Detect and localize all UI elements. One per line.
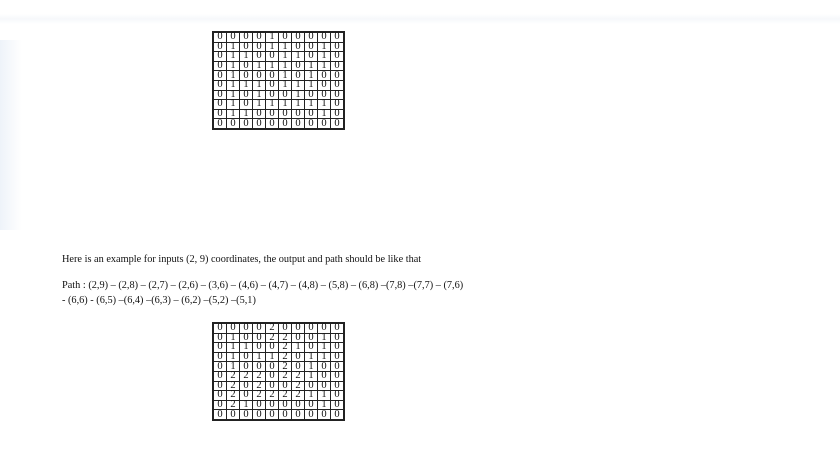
grid-cell: 1: [227, 109, 240, 119]
grid-cell: 0: [318, 371, 331, 381]
grid-cell: 0: [305, 42, 318, 52]
grid-cell: 0: [318, 90, 331, 100]
grid-cell: 0: [253, 410, 266, 420]
grid-cell: 0: [240, 100, 253, 110]
grid-cell: 1: [318, 61, 331, 71]
grid-cell: 0: [305, 119, 318, 129]
grid-cell: 1: [253, 61, 266, 71]
grid-cell: 0: [227, 119, 240, 129]
grid-cell: 0: [279, 400, 292, 410]
grid-cell: 2: [227, 381, 240, 391]
grid-cell: 0: [331, 381, 345, 391]
grid-cell: 0: [292, 109, 305, 119]
grid-cell: 0: [213, 410, 227, 420]
grid-cell: 0: [213, 32, 227, 42]
grid-cell: 0: [266, 80, 279, 90]
grid-cell: 0: [279, 32, 292, 42]
grid-cell: 1: [240, 343, 253, 353]
grid-cell: 2: [292, 381, 305, 391]
grid-cell: 0: [331, 323, 345, 333]
grid-cell: 0: [318, 410, 331, 420]
grid-cell: 1: [318, 400, 331, 410]
grid-cell: 0: [240, 61, 253, 71]
grid-row: [213, 119, 344, 129]
grid-cell: 1: [305, 100, 318, 110]
grid-cell: 1: [279, 100, 292, 110]
grid-cell: 1: [292, 80, 305, 90]
grid-cell: 1: [227, 42, 240, 52]
grid-cell: 0: [305, 333, 318, 343]
grid-cell: 2: [253, 371, 266, 381]
grid-cell: 0: [318, 362, 331, 372]
grid-cell: 1: [305, 61, 318, 71]
grid-cell: 0: [318, 381, 331, 391]
grid-cell: 2: [266, 391, 279, 401]
grid-cell: 1: [305, 80, 318, 90]
grid-cell: 1: [305, 362, 318, 372]
grid-cell: 1: [240, 52, 253, 62]
grid-cell: 1: [266, 61, 279, 71]
grid-cell: 2: [227, 400, 240, 410]
grid-cell: 1: [240, 109, 253, 119]
grid-cell: 0: [292, 352, 305, 362]
grid-cell: 1: [292, 90, 305, 100]
grid-cell: 0: [331, 119, 345, 129]
grid-cell: 2: [279, 333, 292, 343]
grid-cell: 0: [292, 400, 305, 410]
grid-cell: 0: [305, 410, 318, 420]
grid-cell: 0: [331, 352, 345, 362]
grid-cell: 0: [305, 381, 318, 391]
grid-cell: 1: [266, 32, 279, 42]
grid-cell: 0: [292, 410, 305, 420]
grid-cell: 0: [213, 119, 227, 129]
grid-cell: 0: [331, 410, 345, 420]
grid-cell: 0: [266, 343, 279, 353]
grid-cell: 0: [240, 391, 253, 401]
grid-cell: 0: [266, 71, 279, 81]
grid-cell: 0: [305, 32, 318, 42]
grid-cell: 2: [253, 381, 266, 391]
grid-cell: 0: [227, 323, 240, 333]
grid-cell: 1: [279, 42, 292, 52]
grid-cell: 0: [213, 90, 227, 100]
grid-cell: 0: [266, 371, 279, 381]
grid-cell: 0: [279, 119, 292, 129]
grid-cell: 0: [240, 323, 253, 333]
grid-cell: 0: [253, 323, 266, 333]
grid-cell: 1: [253, 100, 266, 110]
grid-cell: 0: [292, 71, 305, 81]
grid-cell: 0: [253, 71, 266, 81]
grid-cell: 1: [227, 52, 240, 62]
grid-cell: 0: [213, 371, 227, 381]
grid-cell: 0: [213, 61, 227, 71]
grid-cell: 0: [266, 109, 279, 119]
grid-cell: 1: [318, 391, 331, 401]
grid-cell: 1: [227, 80, 240, 90]
grid-cell: 0: [305, 400, 318, 410]
grid-cell: 0: [253, 52, 266, 62]
grid-cell: 2: [279, 352, 292, 362]
grid-cell: 2: [227, 371, 240, 381]
grid-cell: 0: [253, 400, 266, 410]
grid-cell: 0: [240, 90, 253, 100]
grid-cell: 2: [279, 343, 292, 353]
grid-cell: 0: [253, 362, 266, 372]
grid-cell: 0: [331, 400, 345, 410]
initial-maze-grid: [212, 31, 345, 130]
grid-cell: 0: [266, 90, 279, 100]
grid-cell: 0: [331, 371, 345, 381]
grid-cell: 0: [213, 333, 227, 343]
grid-cell: 0: [266, 381, 279, 391]
grid-cell: 0: [331, 71, 345, 81]
grid-cell: 0: [292, 61, 305, 71]
grid-cell: 2: [279, 362, 292, 372]
grid-cell: 1: [305, 352, 318, 362]
grid-cell: 0: [292, 42, 305, 52]
grid-row: [213, 410, 344, 420]
grid-cell: 0: [331, 391, 345, 401]
grid-cell: 1: [318, 109, 331, 119]
grid-cell: 0: [331, 80, 345, 90]
grid-cell: 0: [279, 109, 292, 119]
grid-cell: 0: [279, 323, 292, 333]
grid-cell: 1: [318, 352, 331, 362]
grid-cell: 2: [279, 371, 292, 381]
grid-cell: 0: [305, 323, 318, 333]
grid-cell: 0: [240, 42, 253, 52]
grid-cell: 0: [213, 362, 227, 372]
grid-cell: 1: [227, 343, 240, 353]
grid-cell: 0: [305, 90, 318, 100]
grid-cell: 1: [318, 343, 331, 353]
grid-cell: 0: [292, 119, 305, 129]
grid-cell: 1: [279, 80, 292, 90]
grid-cell: 0: [305, 109, 318, 119]
grid-cell: 1: [266, 100, 279, 110]
grid-cell: 1: [279, 52, 292, 62]
grid-cell: 0: [253, 42, 266, 52]
grid-cell: 1: [227, 100, 240, 110]
grid-cell: 0: [240, 352, 253, 362]
example-description: Here is an example for inputs (2, 9) coordinates, the output and path should be like that: [62, 254, 422, 265]
grid-cell: 2: [279, 391, 292, 401]
grid-cell: 0: [292, 333, 305, 343]
background-band: [0, 14, 840, 24]
grid-cell: 2: [253, 391, 266, 401]
grid-cell: 0: [266, 400, 279, 410]
grid-cell: 1: [305, 71, 318, 81]
grid-cell: 0: [213, 352, 227, 362]
grid-cell: 0: [266, 52, 279, 62]
grid-cell: 0: [213, 400, 227, 410]
grid-cell: 1: [240, 80, 253, 90]
grid-cell: 0: [318, 323, 331, 333]
grid-cell: 1: [279, 61, 292, 71]
grid-cell: 0: [279, 381, 292, 391]
grid-cell: 0: [331, 362, 345, 372]
grid-cell: 1: [279, 71, 292, 81]
left-sidebar-fade: [0, 40, 22, 230]
grid-cell: 0: [331, 109, 345, 119]
grid-cell: 0: [253, 333, 266, 343]
grid-cell: 2: [266, 323, 279, 333]
grid-cell: 1: [292, 343, 305, 353]
grid-cell: 1: [318, 100, 331, 110]
grid-cell: 0: [213, 323, 227, 333]
grid-cell: 0: [240, 381, 253, 391]
grid-cell: 0: [240, 333, 253, 343]
grid-cell: 1: [292, 52, 305, 62]
grid-cell: 2: [266, 333, 279, 343]
grid-cell: 1: [318, 333, 331, 343]
grid-cell: 2: [292, 391, 305, 401]
grid-cell: 1: [318, 42, 331, 52]
grid-cell: 1: [266, 42, 279, 52]
grid-cell: 0: [331, 32, 345, 42]
grid-cell: 0: [331, 343, 345, 353]
grid-cell: 1: [227, 362, 240, 372]
grid-cell: 0: [266, 410, 279, 420]
grid-cell: 0: [305, 52, 318, 62]
grid-cell: 0: [331, 42, 345, 52]
grid-cell: 0: [305, 343, 318, 353]
grid-cell: 1: [227, 71, 240, 81]
grid-cell: 0: [331, 333, 345, 343]
grid-cell: 1: [227, 352, 240, 362]
grid-cell: 0: [240, 362, 253, 372]
grid-cell: 0: [213, 109, 227, 119]
grid-cell: 0: [213, 80, 227, 90]
grid-cell: 0: [213, 52, 227, 62]
grid-cell: 0: [266, 362, 279, 372]
grid-cell: 0: [279, 90, 292, 100]
grid-cell: 1: [305, 371, 318, 381]
grid-cell: 0: [331, 90, 345, 100]
grid-cell: 0: [227, 32, 240, 42]
grid-cell: 0: [292, 32, 305, 42]
grid-cell: 0: [331, 52, 345, 62]
grid-cell: 0: [253, 109, 266, 119]
grid-cell: 0: [279, 410, 292, 420]
grid-cell: 0: [292, 362, 305, 372]
grid-cell: 1: [318, 52, 331, 62]
grid-cell: 0: [318, 119, 331, 129]
grid-cell: 0: [213, 381, 227, 391]
grid-cell: 1: [227, 61, 240, 71]
grid-cell: 0: [213, 343, 227, 353]
grid-cell: 0: [266, 119, 279, 129]
grid-cell: 2: [240, 371, 253, 381]
grid-cell: 0: [318, 80, 331, 90]
grid-cell: 0: [213, 42, 227, 52]
grid-cell: 2: [292, 371, 305, 381]
grid-cell: 1: [253, 80, 266, 90]
grid-cell: 0: [227, 410, 240, 420]
grid-cell: 0: [240, 410, 253, 420]
grid-cell: 0: [253, 32, 266, 42]
grid-cell: 1: [227, 90, 240, 100]
grid-cell: 0: [240, 119, 253, 129]
grid-cell: 0: [331, 100, 345, 110]
grid-cell: 0: [213, 391, 227, 401]
grid-cell: 0: [213, 71, 227, 81]
grid-cell: 0: [213, 100, 227, 110]
path-text-line-2: - (6,6) - (6,5) –(6,4) –(6,3) – (6,2) –(5,2) –(5,1): [62, 295, 256, 306]
grid-cell: 2: [227, 391, 240, 401]
grid-cell: 1: [253, 352, 266, 362]
grid-cell: 0: [253, 119, 266, 129]
grid-cell: 0: [240, 32, 253, 42]
result-maze-grid: [212, 322, 345, 421]
grid-cell: 1: [292, 100, 305, 110]
grid-cell: 0: [331, 61, 345, 71]
grid-cell: 1: [305, 391, 318, 401]
grid-cell: 1: [240, 400, 253, 410]
grid-cell: 1: [227, 333, 240, 343]
grid-cell: 0: [240, 71, 253, 81]
grid-cell: 0: [292, 323, 305, 333]
grid-cell: 0: [253, 343, 266, 353]
grid-cell: 1: [253, 90, 266, 100]
grid-cell: 0: [318, 71, 331, 81]
path-text-line-1: Path : (2,9) – (2,8) – (2,7) – (2,6) – (3,6) – (4,6) – (4,7) – (4,8) – (5,8) – (6,8) –(7,8) –(7,7) – (7,6): [62, 280, 464, 291]
grid-cell: 0: [318, 32, 331, 42]
grid-cell: 1: [266, 352, 279, 362]
